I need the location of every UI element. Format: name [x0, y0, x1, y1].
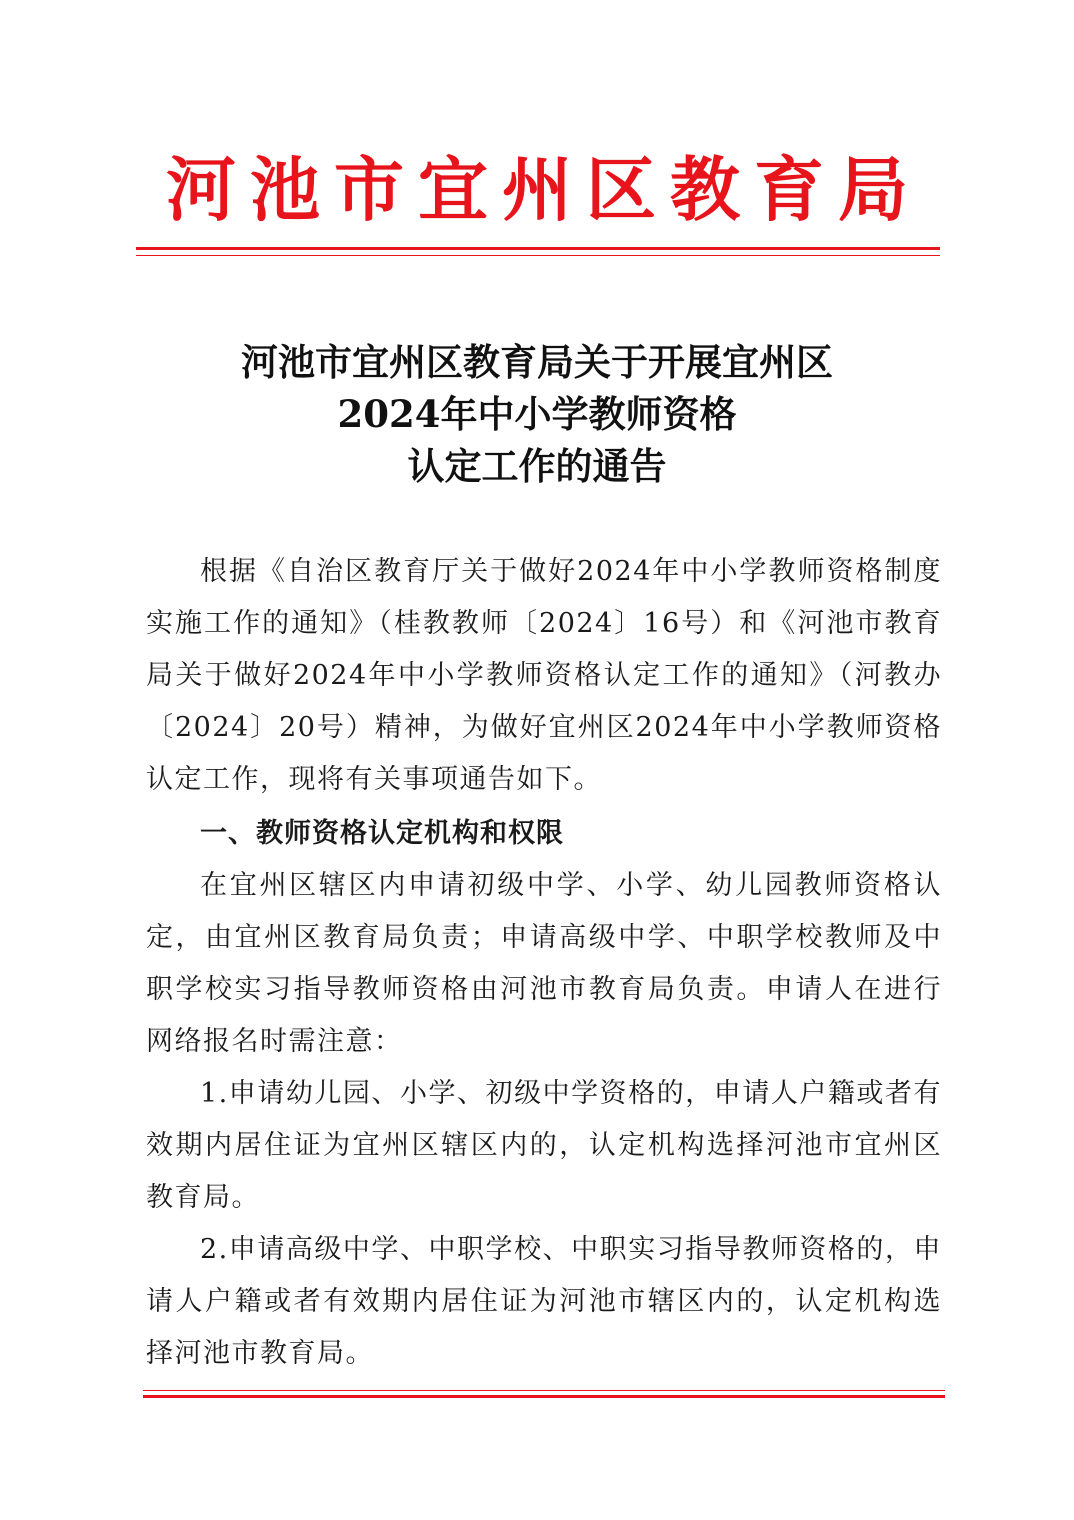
masthead-divider-thick — [136, 247, 940, 250]
footer-divider-thick — [143, 1395, 945, 1398]
document-title — [0, 336, 1074, 492]
title-line-2: 2024年中小学教师资格 — [337, 392, 737, 436]
footer-divider-thin — [143, 1390, 945, 1391]
title-line-1: 河池市宜州区教育局关于开展宜州区 — [241, 340, 833, 384]
issuer-masthead: 河池市宜州区教育局 — [166, 148, 922, 231]
title-line-3: 认定工作的通告 — [407, 444, 667, 488]
authority-paragraph: 在宜州区辖区内申请初级中学、小学、幼儿园教师资格认定，由宜州区教育局负责；申请高级中学、中职学校教师及中职学校实习指导教师资格由河池市教育局负责。申请人在进行网络报名时需注意： — [146, 870, 942, 1057]
note-item-2: 2.申请高级中学、中职学校、中职实习指导教师资格的，申请人户籍或者有效期内居住证为河池市辖区内的，认定机构选择河池市教育局。 — [146, 1234, 942, 1369]
section-heading: 一、教师资格认定机构和权限 — [200, 818, 564, 849]
document-body — [146, 546, 942, 1380]
intro-paragraph: 根据《自治区教育厅关于做好2024年中小学教师资格制度实施工作的通知》（桂教教师〔2024〕16号）和《河池市教育局关于做好2024年中小学教师资格认定工作的通知》（河教办〔2024〕20号）精神，为做好宜州区2024年中小学教师资格认定工作，现将有关事项通告如下。 — [146, 556, 942, 795]
note-item-1: 1.申请幼儿园、小学、初级中学资格的，申请人户籍或者有效期内居住证为宜州区辖区内的，认定机构选择河池市宜州区教育局。 — [146, 1078, 942, 1213]
masthead-divider-thin — [136, 255, 940, 256]
